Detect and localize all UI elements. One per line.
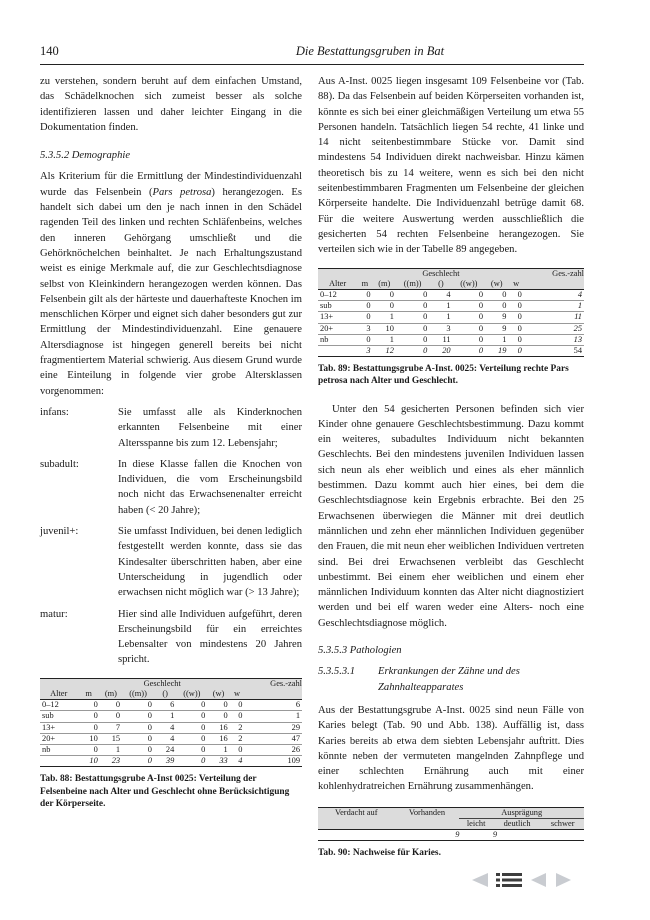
col-header: ((m)) xyxy=(122,689,154,700)
table-cell: 9 xyxy=(485,312,508,323)
table-cell: nb xyxy=(318,334,357,345)
table-cell: 0 xyxy=(176,722,207,733)
table-cell: 0 xyxy=(122,711,154,722)
table-cell: 0 xyxy=(100,711,122,722)
table-cell: 0 xyxy=(357,301,372,312)
table-row xyxy=(318,323,584,334)
col-header: () xyxy=(429,279,452,290)
table-cell: 0 xyxy=(207,711,229,722)
table-cell xyxy=(318,830,394,841)
table-cell: 0 xyxy=(453,334,485,345)
col-header xyxy=(318,818,394,829)
table-cell: 1 xyxy=(429,301,452,312)
paragraph: Aus der Bestattungsgrube A-Inst. 0025 sind neun Fälle von Karies belegt (Tab. 90 und Abb. 138). Auffällig ist, dass Karies bereits ab etwa dem siebten Lebensjahr auftritt. Dies könnte neben der vermuteten mangelnden Zahnpflege und einer schlechten Ernährung auch mit einer kohlenhydratreichen Ernährung zusammenhängen. xyxy=(318,704,584,793)
table-cell: 0 xyxy=(453,345,485,356)
table-cell: 1 xyxy=(154,711,176,722)
table-cell: 0 xyxy=(122,722,154,733)
table-cell: 11 xyxy=(429,334,452,345)
table-row xyxy=(318,830,584,841)
table-cell: 0 xyxy=(176,711,207,722)
table-cell: 1 xyxy=(100,744,122,755)
col-header: ((m)) xyxy=(396,279,429,290)
table-cell: 0 xyxy=(508,301,523,312)
table-88-caption: Tab. 88: Bestattungsgrube A-Inst 0025: Verteilung der Felsenbeine nach Alter und Geschlecht ohne Berücksichtigung der Körperseite. xyxy=(40,774,290,809)
table-cell: 1 xyxy=(373,334,396,345)
table-cell: 1 xyxy=(207,744,229,755)
paragraph: Aus A-Inst. 0025 liegen insgesamt 109 Felsenbeine vor (Tab. 88). Da das Felsenbein auf beiden Körperseiten vorhanden ist, könnte es sich bei einer gleichmäßigen Verteilung um etwa 55 Personen handeln. Tatsächlich liegen 54 rechte, 41 linke und 14 nicht seitenbestimmbare Stücke vor. Damit sind mindestens 54 Individuen direkt nachweisbar. Hinzu kämen theoretisch bis zu 14 weitere, wenn es sich bei den nicht seitenbestimmbaren Fragmenten um Felsenbeine der gleichen Körperseite handelte. Die Individuenzahl betrüge damit 68. Für die weitere Auswertung werden ausschließlich die gesicherten 54 rechten Felsenbeine herangezogen. Sie verteilen sich wie in der Tabelle 89 angegeben. xyxy=(318,76,584,256)
table-cell: 0 xyxy=(176,700,207,711)
table-total-header: Ges.-zahl xyxy=(524,268,584,279)
previous-page-icon[interactable] xyxy=(528,872,548,893)
table-cell: 54 xyxy=(524,345,584,356)
table-cell: 15 xyxy=(100,733,122,744)
table-total-header: Ges.-zahl xyxy=(244,678,302,689)
table-cell: 0 xyxy=(176,733,207,744)
table-cell: 0 xyxy=(453,289,485,300)
running-title: Die Bestattungsgruben in Bat xyxy=(295,44,445,58)
table-cell: 4 xyxy=(524,289,584,300)
definition-text: Sie umfasst alle als Kinderknochen erkannten Felsenbeine mit einer Altersspanne bis zum 12. Lebensjahr; xyxy=(118,406,302,449)
definition-term: infans: xyxy=(40,406,69,418)
table-cell: 20+ xyxy=(318,323,357,334)
table-cell: 0 xyxy=(122,744,154,755)
definition-item xyxy=(40,405,302,451)
table-cell: 24 xyxy=(154,744,176,755)
section-heading-pathologien: 5.3.5.3 Pathologien xyxy=(318,645,402,657)
table-cell: 16 xyxy=(207,733,229,744)
page-number: 140 xyxy=(40,44,59,58)
table-89 xyxy=(318,268,584,358)
paragraph: Unter den 54 gesicherten Personen befinden sich vier Kinder ohne genauere Geschlechtsbestimmung. Dazu kommt ein weiteres, subadultes Individuum nicht bekannten Geschlechts. Bei den mindestens juvenilen Individuen lassen sich neun als eher weiblich und eines als eher männlich bestimmen. Dazu kommt auch hier eines, bei dem die Geschlechtsdiagnose kein Ergebnis erbrachte. Bei den 25 Erwachsenen überwiegen die Männer mit drei deutlich männlichen und zehn eher männlichen Individuen gegenüber den Frauen, die mit neun eher weiblichen Individuen vertreten sind. Bei drei Erwachsenen verbleibt das Geschlecht unbestimmt. Bei einem eher weiblichen und einem eher männlichen Individuum konnten das Alter nicht diagnostiziert werden und bei elf waren weder eine Alters- noch eine Geschlechtsdiagnose möglich. xyxy=(318,403,584,629)
col-header: m xyxy=(77,689,99,700)
table-cell: 9 xyxy=(455,830,460,840)
table-cell: 0 xyxy=(453,323,485,334)
table-cell: 20+ xyxy=(40,733,77,744)
table-cell: 0 xyxy=(485,289,508,300)
table-cell: sub xyxy=(318,301,357,312)
table-cell: 12 xyxy=(373,345,396,356)
table-cell: 0 xyxy=(77,744,99,755)
table-cell: 1 xyxy=(524,301,584,312)
table-row xyxy=(40,744,302,755)
table-cell: 10 xyxy=(77,756,99,767)
table-cell: 10 xyxy=(373,323,396,334)
col-header xyxy=(244,689,302,700)
table-cell: 0 xyxy=(453,312,485,323)
col-header: () xyxy=(154,689,176,700)
table-cell: 13 xyxy=(524,334,584,345)
table-cell: 0 xyxy=(396,345,429,356)
first-page-icon[interactable] xyxy=(466,872,490,893)
table-cell: 3 xyxy=(357,323,372,334)
table-cell xyxy=(318,345,357,356)
table-cell: 0 xyxy=(122,700,154,711)
table-row xyxy=(40,722,302,733)
col-header xyxy=(394,818,459,829)
table-cell: 3 xyxy=(357,345,372,356)
paragraph: zu verstehen, sondern beruht auf dem einfachen Umstand, das Schädelknochen sich zumeist besser als solche identifizieren lassen und daher leichter Eingang in die Dokumentation finden. xyxy=(40,76,302,133)
col-header: (w) xyxy=(485,279,508,290)
table-cell: 1 xyxy=(244,711,302,722)
table-cell: 2 xyxy=(230,722,245,733)
table-cell: 10 xyxy=(77,733,99,744)
table-row xyxy=(40,711,302,722)
col-header: (w) xyxy=(207,689,229,700)
table-cell: 25 xyxy=(524,323,584,334)
table-cell: nb xyxy=(40,744,77,755)
table-cell: 3 xyxy=(429,323,452,334)
table-cell: 2 xyxy=(230,733,245,744)
table-cell: 33 xyxy=(207,756,229,767)
table-cell: 0 xyxy=(230,711,245,722)
table-cell: 0 xyxy=(77,700,99,711)
table-cell: 0 xyxy=(207,700,229,711)
table-cell: 0 xyxy=(453,301,485,312)
col-header: w xyxy=(508,279,523,290)
table-cell xyxy=(541,830,584,841)
table-row xyxy=(318,312,584,323)
table-cell: 0 xyxy=(176,744,207,755)
table-cell: 0 xyxy=(396,289,429,300)
table-cell: 9 xyxy=(485,323,508,334)
table-cell: 26 xyxy=(244,744,302,755)
table-cell xyxy=(459,830,492,841)
col-header: ((w)) xyxy=(176,689,207,700)
header-rule xyxy=(40,64,584,65)
table-cell: 0 xyxy=(373,289,396,300)
table-group-header: Geschlecht xyxy=(318,268,524,279)
menu-icon[interactable] xyxy=(496,872,522,893)
definition-item xyxy=(40,607,302,668)
table-row xyxy=(318,301,584,312)
table-cell: 0 xyxy=(230,700,245,711)
paragraph-demographie: Als Kriterium für die Ermittlung der Mindestindividuenzahl wurde das Felsenbein (Pars petrosa) herangezogen. Es handelt sich dabei um den je nach innen in den Schädel ragenden Teil des linken und rechten Schläfenbeins, welches den inneren Gehörgang umschließt und die Gehörknöchelchen beinhaltet. Je nach Erhaltungszustand weist es einige Merkmale auf, die zur Geschlechtsdiagnose selbst von Kleinkindern herangezogen werden können. Das Felsenbein gilt als der härteste und dauerhafteste Knochen im menschlichen Körper und eignet sich daher besonders gut zur Ermittlung der Mindestindividuenzahl. Eine genauere Altersdiagnose ist hingegen generell bereits bei nicht fragmentiertem Material schwierig. Aus diesem Grund wurde eine Einteilung in folgende vier grobe Altersklassen vorgenommen: xyxy=(40,171,303,397)
table-cell: 0 xyxy=(357,312,372,323)
col-header: leicht xyxy=(466,818,486,828)
table-cell: 7 xyxy=(100,722,122,733)
table-cell: 0 xyxy=(485,301,508,312)
table-88 xyxy=(40,678,302,768)
table-cell: 6 xyxy=(154,700,176,711)
table-cell: 13+ xyxy=(318,312,357,323)
table-cell: 1 xyxy=(373,312,396,323)
table-cell: 13+ xyxy=(40,722,77,733)
next-page-icon[interactable] xyxy=(554,872,574,893)
table-cell: 4 xyxy=(429,289,452,300)
col-header: Verdacht auf xyxy=(334,807,378,817)
table-cell: 4 xyxy=(154,722,176,733)
col-header: Vorhanden xyxy=(408,807,446,817)
col-header: Alter xyxy=(40,689,77,700)
table-row xyxy=(40,733,302,744)
table-cell: 0 xyxy=(508,312,523,323)
col-header: (m) xyxy=(373,279,396,290)
table-cell: 0–12 xyxy=(318,289,357,300)
col-header: Alter xyxy=(318,279,357,290)
table-total-row xyxy=(40,756,302,767)
table-cell: 0 xyxy=(373,301,396,312)
col-header xyxy=(524,279,584,290)
table-cell: 0 xyxy=(176,756,207,767)
definition-text: In diese Klasse fallen die Knochen von Individuen, die vom Erscheinungsbild noch nicht das Erwachsenenalter erreicht haben (< 20 Jahre); xyxy=(118,458,302,516)
table-cell: 109 xyxy=(244,756,302,767)
table-cell: 0 xyxy=(396,334,429,345)
table-cell: 0 xyxy=(396,312,429,323)
table-cell: 1 xyxy=(429,312,452,323)
table-cell: 6 xyxy=(244,700,302,711)
table-cell: 0 xyxy=(230,744,245,755)
table-cell: 0 xyxy=(396,323,429,334)
definition-text: Sie umfasst Individuen, bei denen lediglich festgestellt werden konnte, dass sie das Kindesalter überschritten haben, aber eine Unterscheidung in jugendlich oder erwachsen nicht möglich war (> 13 Jahre); xyxy=(118,526,302,599)
table-90 xyxy=(318,807,584,842)
table-row xyxy=(318,334,584,345)
table-total-row xyxy=(318,345,584,356)
table-cell: 4 xyxy=(154,733,176,744)
subsection-heading-zaehne: 5.3.5.3.1 Erkrankungen der Zähne und des Zahnhalteapparates xyxy=(318,666,520,693)
definition-text: Hier sind alle Individuen aufgeführt, deren Erscheinungsbild für ein erreichtes Lebensalter von mindestens 20 Jahren spricht. xyxy=(118,608,302,666)
table-cell: 0–12 xyxy=(40,700,77,711)
age-class-definitions xyxy=(40,405,302,668)
left-column xyxy=(40,74,302,810)
table-cell: 0 xyxy=(396,301,429,312)
table-89-caption: Tab. 89: Bestattungsgrube A-Inst. 0025: Verteilung rechte Pars petrosa nach Alter und Geschlecht. xyxy=(318,364,569,387)
definition-term: juvenil+: xyxy=(40,526,79,538)
table-cell: 0 xyxy=(122,756,154,767)
col-header: deutlich xyxy=(503,818,531,828)
table-cell: 0 xyxy=(77,722,99,733)
definition-item xyxy=(40,524,302,600)
right-column xyxy=(318,74,584,860)
table-cell: 29 xyxy=(244,722,302,733)
col-header: (m) xyxy=(100,689,122,700)
table-cell: 39 xyxy=(154,756,176,767)
section-heading-demographie: 5.3.5.2 Demographie xyxy=(40,150,131,162)
table-cell: 0 xyxy=(508,323,523,334)
table-cell: 0 xyxy=(122,733,154,744)
col-header: w xyxy=(230,689,245,700)
table-cell: 23 xyxy=(100,756,122,767)
table-cell: 11 xyxy=(524,312,584,323)
table-cell: 47 xyxy=(244,733,302,744)
col-header: schwer xyxy=(550,818,575,828)
table-cell: 20 xyxy=(429,345,452,356)
table-cell xyxy=(40,756,77,767)
table-cell: 0 xyxy=(508,345,523,356)
table-cell: 0 xyxy=(357,289,372,300)
table-cell: 0 xyxy=(100,700,122,711)
table-cell: 1 xyxy=(485,334,508,345)
table-cell: 16 xyxy=(207,722,229,733)
table-group-header: Geschlecht xyxy=(40,678,244,689)
table-cell: 0 xyxy=(508,289,523,300)
definition-item xyxy=(40,457,302,518)
table-90-caption: Tab. 90: Nachweise für Karies. xyxy=(318,848,441,859)
table-cell: 4 xyxy=(230,756,245,767)
col-header: ((w)) xyxy=(453,279,485,290)
table-cell: 0 xyxy=(508,334,523,345)
table-cell: 9 xyxy=(492,830,498,840)
definition-term: matur: xyxy=(40,608,68,620)
table-row xyxy=(40,700,302,711)
col-header: m xyxy=(357,279,372,290)
definition-term: subadult: xyxy=(40,458,79,470)
page-navigation xyxy=(466,872,574,893)
table-cell: 19 xyxy=(485,345,508,356)
table-row xyxy=(318,289,584,300)
col-header: Ausprägung xyxy=(459,807,584,818)
table-cell: 0 xyxy=(357,334,372,345)
table-cell: sub xyxy=(40,711,77,722)
table-cell: 0 xyxy=(77,711,99,722)
